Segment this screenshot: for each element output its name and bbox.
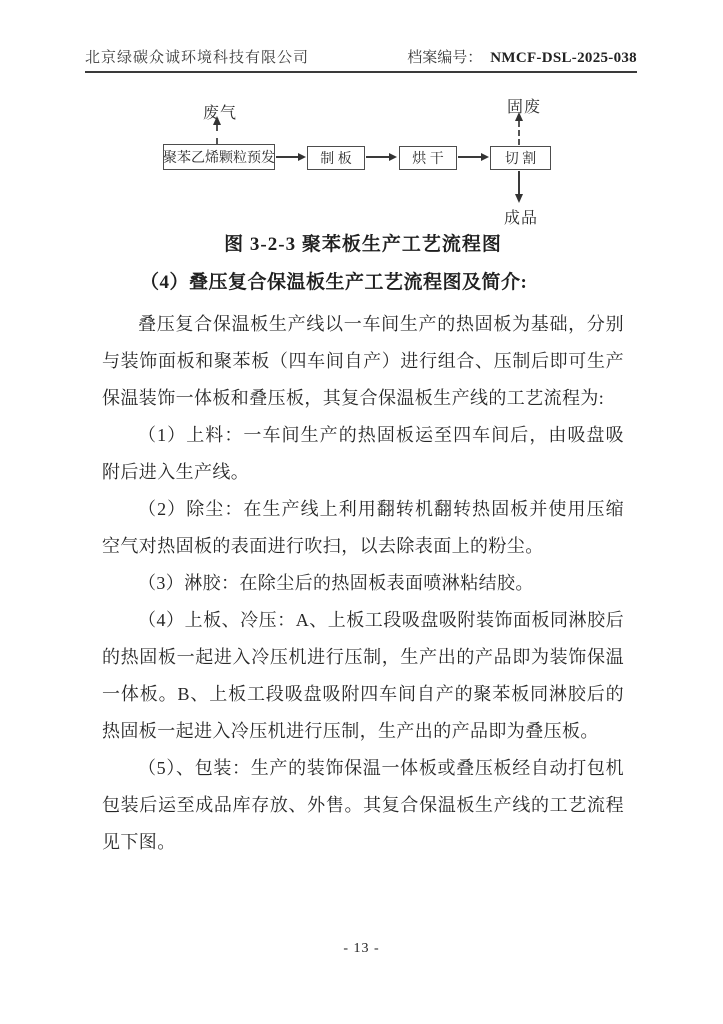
paragraph-step-5: （5）、包装：生产的装饰保温一体板或叠压板经自动打包机包装后运至成品库存放、外售。其复合保温板生产线的工艺流程见下图。 xyxy=(102,758,624,852)
solid-waste-label: 固废 xyxy=(507,99,542,116)
product-line xyxy=(518,171,520,195)
arrow-up-icon xyxy=(213,116,221,125)
dashed-line-waste-gas xyxy=(216,125,218,144)
arrow-down-icon xyxy=(515,194,523,203)
dashed-line-solid-waste xyxy=(518,121,520,145)
process-flowchart xyxy=(0,0,723,232)
paragraph-step-1: （1）上料：一车间生产的热固板运至四车间后，由吸盘吸附后进入生产线。 xyxy=(102,425,624,482)
section-heading: （4）叠压复合保温板生产工艺流程图及简介: xyxy=(140,272,528,293)
flow-step-board-making: 制 板 xyxy=(307,146,365,170)
page-number: - 13 - xyxy=(343,941,380,956)
main-content xyxy=(102,234,624,861)
body-text xyxy=(102,306,624,861)
company-name: 北京绿碳众诚环境科技有限公司 xyxy=(85,50,310,66)
flow-line-3 xyxy=(458,156,481,158)
arrow-right-icon xyxy=(481,153,489,161)
paragraph-step-2: （2）除尘：在生产线上利用翻转机翻转热固板并使用压缩空气对热固板的表面进行吹扫，以去除表面上的粉尘。 xyxy=(102,499,624,556)
flow-line-2 xyxy=(366,156,389,158)
paragraph-intro: 叠压复合保温板生产线以一车间生产的热固板为基础，分别与装饰面板和聚苯板（四车间自产）进行组合、压制后即可生产保温装饰一体板和叠压板，其复合保温板生产线的工艺流程为: xyxy=(102,314,624,408)
arrow-right-icon xyxy=(298,153,306,161)
arrow-up-icon xyxy=(515,112,523,121)
paragraph-step-3: （3）淋胶：在除尘后的热固板表面喷淋粘结胶。 xyxy=(138,573,534,593)
product-label: 成品 xyxy=(504,210,539,227)
flow-line-1 xyxy=(276,156,298,158)
flow-step-cutting: 切 割 xyxy=(490,146,551,170)
waste-gas-label: 废气 xyxy=(203,105,238,122)
flow-step-drying: 烘 干 xyxy=(399,146,457,170)
flow-step-pre-expansion: 聚苯乙烯颗粒预发 xyxy=(163,144,275,170)
figure-caption: 图 3-2-3 聚苯板生产工艺流程图 xyxy=(224,234,502,255)
arrow-right-icon xyxy=(389,153,397,161)
doc-number-value: NMCF-DSL-2025-038 xyxy=(490,50,637,66)
paragraph-step-4: （4）上板、冷压：A、上板工段吸盘吸附装饰面板同淋胶后的热固板一起进入冷压机进行压制，生产出的产品即为装饰保温一体板。B、上板工段吸盘吸附四车间自产的聚苯板同淋胶后的热固板一起进入冷压机进行压制，生产出的产品即为叠压板。 xyxy=(102,610,624,741)
doc-number-label: 档案编号： xyxy=(407,50,483,66)
